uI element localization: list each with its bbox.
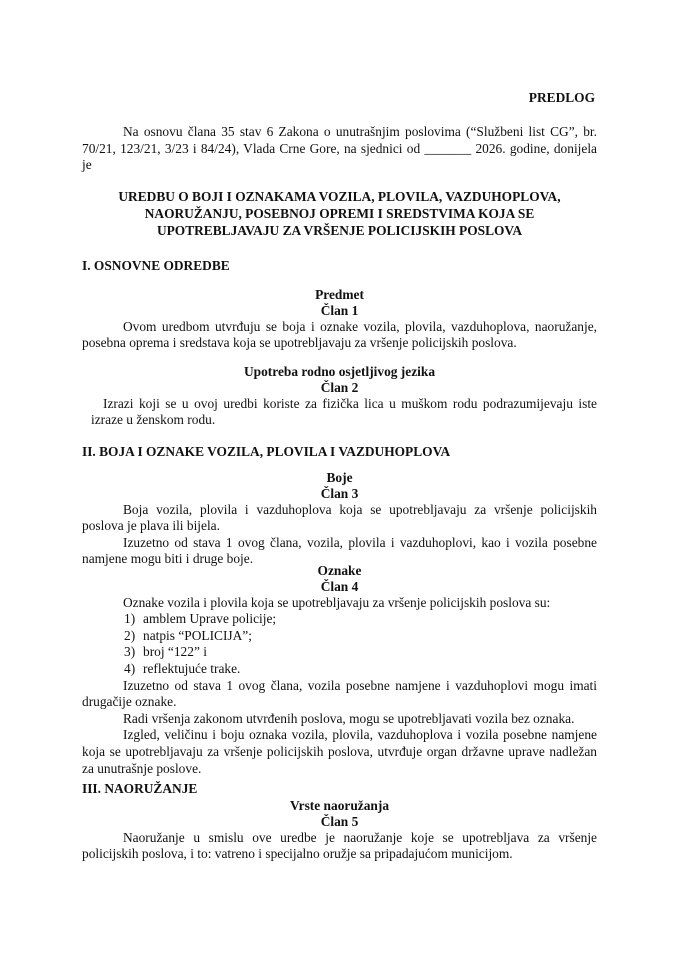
list-text: reflektujuće trake. <box>143 660 241 676</box>
title-line: UREDBU O BOJI I OZNAKAMA VOZILA, PLOVILA, VAZDUHOPLOVA, <box>118 189 561 204</box>
article-subject: Boje <box>326 470 353 485</box>
list-item <box>82 628 597 645</box>
list-number: 2) <box>124 627 136 643</box>
document-label: PREDLOG <box>528 90 595 105</box>
article-5 <box>82 798 597 863</box>
article-4 <box>82 563 597 777</box>
article-paragraph: Izuzetno od stava 1 ovog člana, vozila posebne namjene i vazduhoplovi mogu imati drugačije oznake. <box>82 677 597 710</box>
list-text: amblem Uprave policije; <box>143 611 277 627</box>
list-number: 3) <box>124 644 136 660</box>
section-heading: I. OSNOVNE ODREDBE <box>82 258 230 273</box>
list-item <box>82 661 597 678</box>
marks-list <box>82 611 597 677</box>
list-item <box>82 644 597 661</box>
article-subject: Upotreba rodno osjetljivog jezika <box>243 364 436 379</box>
article-subject: Vrste naoružanja <box>289 798 390 813</box>
title-line: NAORUŽANJU, POSEBNOJ OPREMI I SREDSTVIMA KOJA SE <box>144 205 535 221</box>
section-heading: II. BOJA I OZNAKE VOZILA, PLOVILA I VAZDUHOPLOVA <box>82 444 451 459</box>
list-item <box>82 611 597 628</box>
article-paragraph: Ovom uredbom utvrđuju se boja i oznake vozila, plovila, vazduhoplova, naoružanje, posebna oprema i sredstava koja se upotrebljavaju za vršenje policijskih poslova. <box>82 318 597 351</box>
list-text: broj “122” i <box>143 644 207 660</box>
article-subject: Predmet <box>315 287 364 302</box>
article-number: Član 3 <box>320 485 359 501</box>
list-number: 4) <box>124 660 136 676</box>
article-number: Član 5 <box>320 813 359 829</box>
article-paragraph: Izrazi koji se u ovoj uredbi koriste za fizička lica u muškom rodu podrazumijevaju iste izraze u ženskom rodu. <box>91 395 597 428</box>
title-line: UPOTREBLJAVAJU ZA VRŠENJE POLICIJSKIH POSLOVA <box>156 222 523 238</box>
article-number: Član 1 <box>320 302 359 318</box>
article-paragraph: Izuzetno od stava 1 ovog člana, vozila, plovila i vazduhoplovi, kao i vozila posebne namjene mogu biti i druge boje. <box>82 534 597 567</box>
article-subject: Oznake <box>317 563 362 578</box>
article-1 <box>82 287 597 352</box>
article-number: Član 4 <box>320 578 359 594</box>
article-paragraph: Naoružanje u smislu ove uredbe je naoružanje koje se upotrebljava za vršenje policijskih poslova, i to: vatreno i specijalno oružje sa pripadajućom municijom. <box>82 829 597 862</box>
article-number: Član 2 <box>320 379 359 395</box>
article-intro: Oznake vozila i plovila koja se upotrebljavaju za vršenje policijskih poslova su: <box>123 594 551 610</box>
article-paragraph: Radi vršenja zakonom utvrđenih poslova, mogu se upotrebljavati vozila bez oznaka. <box>123 710 575 726</box>
document-title <box>82 189 597 239</box>
list-text: natpis “POLICIJA”; <box>143 627 252 643</box>
article-paragraph: Izgled, veličinu i boju oznaka vozila, plovila, vazduhoplova i vozila posebne namjene koja se upotrebljavaju za vršenje policijskih poslova, utvrđuje organ državne uprave nadležan za unutrašnje poslove. <box>82 727 597 776</box>
preamble: Na osnovu člana 35 stav 6 Zakona o unutrašnjim poslovima (“Službeni list CG”, br. 70/21, 123/21, 3/23 i 84/24), Vlada Crne Gore, na sjednici od _______ 2026. godine, donijela je <box>82 124 597 173</box>
article-3 <box>82 470 597 568</box>
section-heading: III. NAORUŽANJE <box>82 781 198 796</box>
article-2 <box>82 364 597 429</box>
list-number: 1) <box>124 611 136 627</box>
article-paragraph: Boja vozila, plovila i vazduhoplova koja se upotrebljavaju za vršenje policijskih poslova je plava ili bijela. <box>82 501 597 534</box>
